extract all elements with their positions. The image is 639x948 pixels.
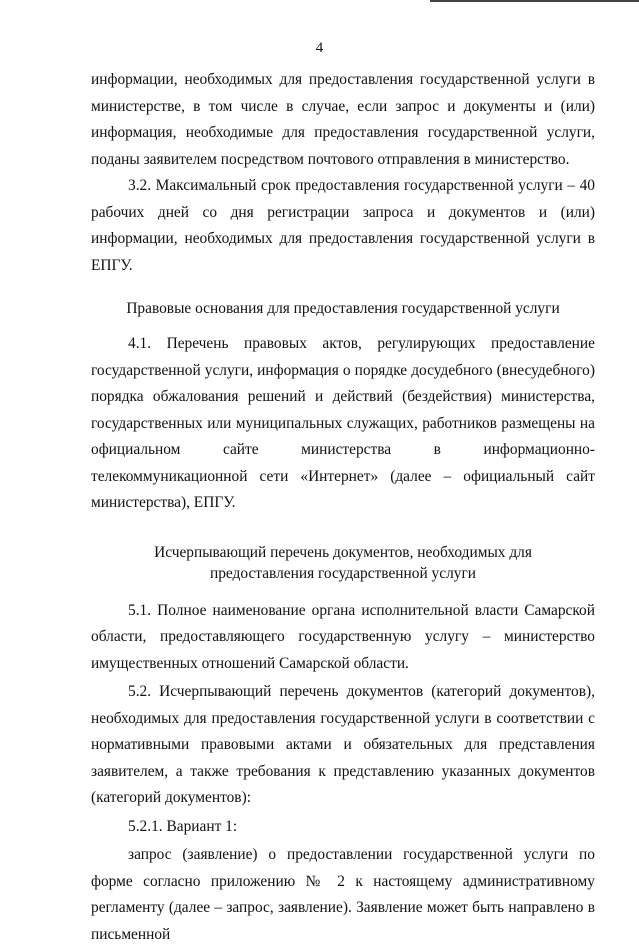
paragraph-5-2-1: 5.2.1. Вариант 1: bbox=[128, 817, 238, 835]
heading-line-2: предоставления государственной услуги bbox=[209, 564, 476, 582]
section-heading-documents-list bbox=[91, 542, 595, 584]
paragraph-5-2: 5.2. Исчерпывающий перечень документов (категорий документов), необходимых для предоставления государственной услуги в соответствии с нормативными правовыми актами и обязательных для представления заявителем, а также требования к представлению указанных документов (категорий документов): bbox=[91, 683, 595, 806]
paragraph-4-1: 4.1. Перечень правовых актов, регулирующих предоставление государственной услуги, информация о порядке досудебного (внесудебного) порядка обжалования решений и действий (бездействия) министерства, государственных или муниципальных служащих, работников размещены на официальном сайте министерства в информационно-телекоммуникационной сети «Интернет» (далее – официальный сайт министерства), ЕПГУ. bbox=[91, 335, 595, 511]
paragraph-request: запрос (заявление) о предоставлении государственной услуги по форме согласно приложению № 2 к настоящему административному регламенту (далее – запрос, заявление). Заявление может быть направлено в письменной bbox=[91, 846, 595, 943]
paragraph-3-2: 3.2. Максимальный срок предоставления государственной услуги – 40 рабочих дней со дня регистрации запроса и документов и (или) информации, необходимых для предоставления государственной услуги в ЕПГУ. bbox=[91, 177, 595, 274]
paragraph-5-1: 5.1. Полное наименование органа исполнительной власти Самарской области, предоставляющего государственную услугу – министерство имущественных отношений Самарской области. bbox=[91, 601, 595, 672]
document-body bbox=[91, 67, 595, 948]
top-rule bbox=[430, 0, 639, 2]
page-number: 4 bbox=[315, 40, 324, 56]
section-heading-legal-basis: Правовые основания для предоставления государственной услуги bbox=[126, 300, 560, 317]
heading-line-1: Исчерпывающий перечень документов, необходимых для bbox=[154, 543, 532, 561]
paragraph-continuation: информации, необходимых для предоставления государственной услуги в министерстве, в том числе в случае, если запрос и документы и (или) информация, необходимые для предоставления государственной услуги, поданы заявителем посредством почтового отправления в министерство. bbox=[91, 71, 595, 168]
